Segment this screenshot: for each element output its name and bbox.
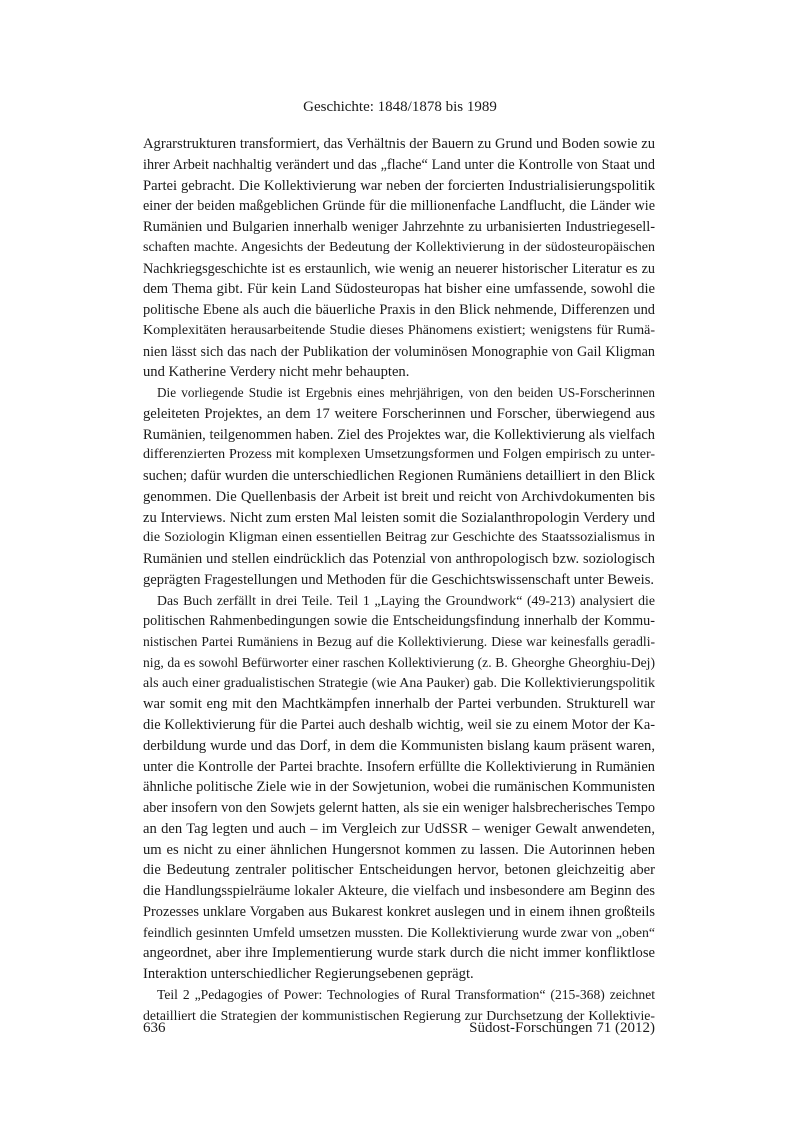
text-line: detailliert die Strategien der kommunistischen Regierung zur Durchsetzung der Kollektivie- <box>143 1007 655 1023</box>
text-line: die Bedeutung zentraler politischer Entscheidungen hervor, betonen gleichzeitig aber <box>143 862 655 879</box>
text-line: aber insofern von den Sowjets gelernt hatten, als sie ein weniger halsbrecherisches Tempo <box>143 800 655 816</box>
paragraph-1 <box>143 134 655 383</box>
text-line: Agrarstrukturen transformiert, das Verhältnis der Bauern zu Grund und Boden sowie zu <box>143 136 655 152</box>
text-line: angeordnet, aber ihre Implementierung wurde stark durch die nicht immer konfliktlose <box>143 945 655 962</box>
text-line: nistischen Partei Rumäniens in Bezug auf die Kollektivierung. Diese war keinesfalls geradli- <box>143 634 655 649</box>
text-line: geleiteten Projektes, an dem 17 weitere Forscherinnen und Forscher, überwiegend aus <box>143 405 655 422</box>
text-line: Rumänien, teilgenommen haben. Ziel des Projektes war, die Kollektivierung als vielfach <box>143 426 655 443</box>
text-line: Partei gebracht. Die Kollektivierung war neben der forcierten Industrialisierungspolitik <box>143 177 655 194</box>
text-line: ähnliche politische Ziele wie in der Sowjetunion, wobei die rumänischen Kommunisten <box>143 779 655 796</box>
text-line: die Handlungsspielräume lokaler Akteure, die vielfach und insbesondere am Beginn des <box>143 883 655 899</box>
text-line: Teil 2 „Pedagogies of Power: Technologies of Rural Transformation“ (215-368) zeichnet <box>157 986 655 1002</box>
running-title: Geschichte: 1848/1878 bis 1989 <box>303 99 497 115</box>
text-line: Rumänien und Bulgarien innerhalb weniger Jahrzehnte zu urbanisierten Industriegesell- <box>143 219 655 235</box>
text-line: nien lässt sich das nach der Publikation der voluminösen Monographie von Gail Kligman <box>143 343 655 360</box>
text-line: genommen. Die Quellenbasis der Arbeit ist breit und reicht von Archivdokumenten bis <box>143 488 655 505</box>
text-line: zu Interviews. Nicht zum ersten Mal leisten somit die Sozialanthropologin Verdery und <box>143 509 655 526</box>
text-line: die Soziologin Kligman einen essentiellen Beitrag zur Geschichte des Staatssozialismus in <box>143 530 655 546</box>
text-line: dem Thema gibt. Für kein Land Südosteuropas hat bisher eine umfassende, sowohl die <box>143 281 655 298</box>
text-line: unter die Kontrolle der Partei brachte. Insofern erfüllte die Kollektivierung in Rumänien <box>143 758 655 775</box>
page-number: 636 <box>143 1020 166 1036</box>
text-line: an den Tag legten und auch – im Vergleich zur UdSSR – weniger Gewalt anwendeten, <box>143 820 655 837</box>
paragraph-3 <box>143 591 655 985</box>
text-line: differenzierten Prozess mit komplexen Umsetzungsformen und Folgen empirisch zu unter- <box>143 447 655 463</box>
text-line: Interaktion unterschiedlicher Regierungsebenen geprägt. <box>143 966 474 982</box>
text-line: nig, da es sowohl Befürworter einer raschen Kollektivierung (z. B. Gheorghe Gheorghiu-Dej) <box>143 654 655 670</box>
text-line: suchen; dafür wurden die unterschiedlichen Regionen Rumäniens detailliert in den Blick <box>143 468 655 484</box>
text-line: ihrer Arbeit nachhaltig verändert und das „flache“ Land unter die Kontrolle von Staat und <box>143 156 655 173</box>
text-line: feindlich gesinnten Umfeld umsetzen mussten. Die Kollektivierung wurde zwar von „oben“ <box>143 924 655 940</box>
text-line: Komplexitäten herausarbeitende Studie dieses Phänomens existiert; wenigstens für Rumä- <box>143 322 655 338</box>
text-line: politischen Rahmenbedingungen sowie die Entscheidungsfindung innerhalb der Kommu- <box>143 613 655 630</box>
text-line: geprägten Fragestellungen und Methoden für die Geschichtswissenschaft unter Beweis. <box>143 571 655 588</box>
text-line: schaften machte. Angesichts der Bedeutung der Kollektivierung in der südosteuropäischen <box>143 239 655 255</box>
text-line: und Katherine Verdery nicht mehr behaupten. <box>143 364 410 381</box>
text-line: Prozesses unklare Vorgaben aus Bukarest konkret auslegen und in einem ihnen großteils <box>143 903 655 920</box>
text-line: Das Buch zerfällt in drei Teile. Teil 1 „Laying the Groundwork“ (49-213) analysiert die <box>157 592 655 608</box>
paragraph-2 <box>143 383 655 591</box>
main-text <box>143 134 655 1026</box>
text-line: Rumänien und stellen eindrücklich das Potenzial von anthropologisch bzw. soziologisch <box>143 551 655 567</box>
text-line: war somit eng mit den Machtkämpfen innerhalb der Partei verbunden. Strukturell war <box>143 696 655 713</box>
text-line: die Kollektivierung für die Partei auch deshalb wichtig, weil sie zu einem Motor der Ka- <box>143 717 655 733</box>
text-line: einer der beiden maßgeblichen Gründe für die millionenfache Landflucht, die Länder wie <box>143 198 655 215</box>
journal-citation: Südost-Forschungen 71 (2012) <box>469 1020 655 1036</box>
text-line: Die vorliegende Studie ist Ergebnis eines mehrjährigen, von den beiden US-Forscherinnen <box>157 385 655 400</box>
text-line: politische Ebene als auch die bäuerliche Praxis in den Blick nehmende, Differenzen und <box>143 302 655 318</box>
text-line: derbildung wurde und das Dorf, in dem die Kommunisten bislang kaum präsent waren, <box>143 737 655 754</box>
text-line: Nachkriegsgeschichte ist es erstaunlich, wie wenig an neuerer historischer Literatur es zu <box>143 260 655 277</box>
text-line: als auch einer gradualistischen Strategie (wie Ana Pauker) gab. Die Kollektivierungspolitik <box>143 675 655 691</box>
text-line: um es nicht zu einer ähnlichen Hungersnot kommen zu lassen. Die Autorinnen heben <box>143 841 655 858</box>
